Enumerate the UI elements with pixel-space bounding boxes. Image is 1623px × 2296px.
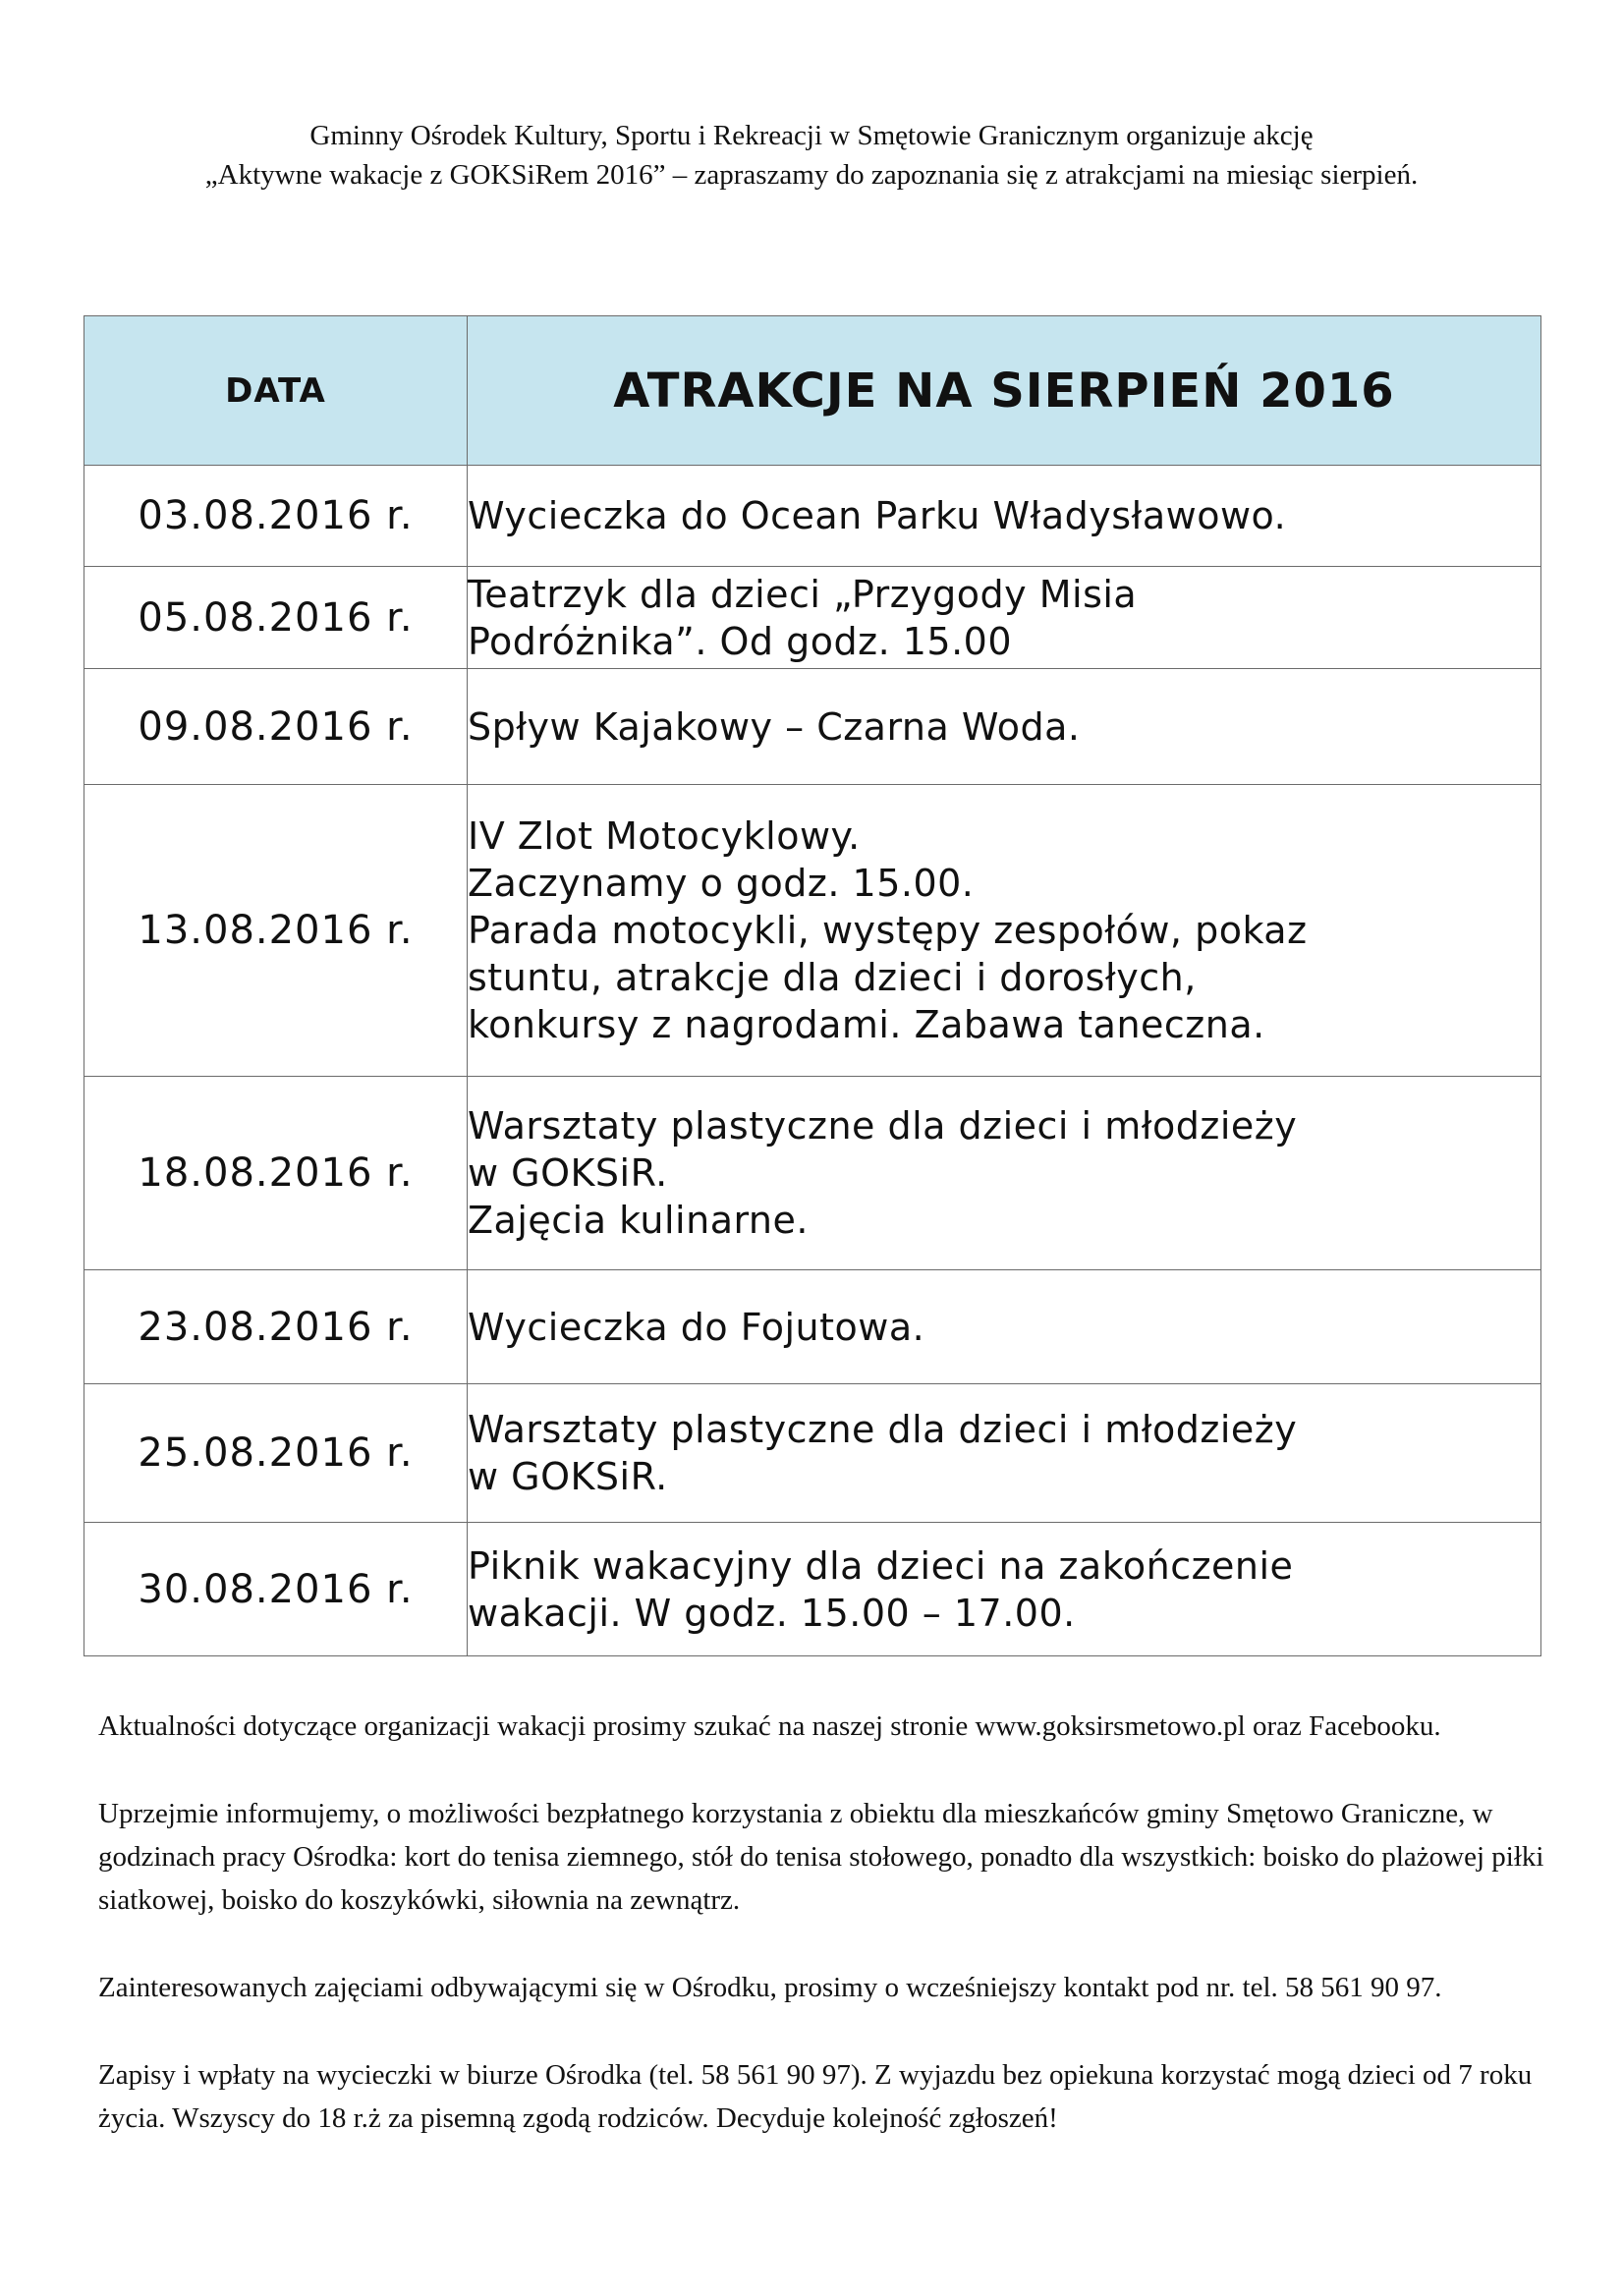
- event-cell: [468, 1523, 1541, 1656]
- intro-line-2: „Aktywne wakacje z GOKSiRem 2016” – zapraszamy do zapoznania się z atrakcjami na miesiąc sierpień.: [204, 159, 1419, 191]
- event-line: Spływ Kajakowy – Czarna Woda.: [468, 704, 1081, 749]
- event-cell: [468, 1077, 1541, 1270]
- event-line: IV Zlot Motocyklowy.: [468, 814, 861, 858]
- date-cell: 18.08.2016 r.: [84, 1077, 468, 1270]
- event-cell: [468, 1270, 1541, 1384]
- table-row: [84, 466, 1541, 567]
- event-line: Piknik wakacyjny dla dzieci na zakończenie: [468, 1543, 1294, 1588]
- event-cell: [468, 466, 1541, 567]
- event-line: Warsztaty plastyczne dla dzieci i młodzieży: [468, 1104, 1298, 1148]
- table-row: [84, 1523, 1541, 1656]
- schedule-table: [84, 315, 1541, 1656]
- event-line: Podróżnika”. Od godz. 15.00: [468, 619, 1013, 663]
- table-row: [84, 1077, 1541, 1270]
- table-row: [84, 567, 1541, 669]
- event-line: Zaczynamy o godz. 15.00.: [468, 862, 975, 905]
- header-date: DATA: [84, 316, 468, 466]
- date-cell: 05.08.2016 r.: [84, 567, 468, 669]
- event-line: Warsztaty plastyczne dla dzieci i młodzieży: [468, 1408, 1298, 1451]
- event-cell: [468, 669, 1541, 785]
- date-cell: 25.08.2016 r.: [84, 1384, 468, 1523]
- event-line: Zajęcia kulinarne.: [468, 1199, 809, 1242]
- event-cell: [468, 567, 1541, 669]
- header-events: ATRAKCJE NA SIERPIEŃ 2016: [468, 316, 1541, 466]
- footer-paragraph-contact: Zainteresowanych zajęciami odbywającymi się w Ośrodku, prosimy o wcześniejszy kontakt pod nr. tel. 58 561 90 97.: [98, 1972, 1442, 2003]
- event-cell: [468, 1384, 1541, 1523]
- footer-info: [98, 1705, 1552, 2184]
- date-cell: 23.08.2016 r.: [84, 1270, 468, 1384]
- event-cell: [468, 785, 1541, 1077]
- table-row: [84, 669, 1541, 785]
- event-line: Wycieczka do Fojutowa.: [468, 1305, 925, 1349]
- event-line: w GOKSiR.: [468, 1151, 668, 1195]
- event-line: Wycieczka do Ocean Parku Władysławowo.: [468, 494, 1287, 537]
- event-line: konkursy z nagrodami. Zabawa taneczna.: [468, 1003, 1265, 1046]
- date-cell: 13.08.2016 r.: [84, 785, 468, 1077]
- table-row: [84, 1270, 1541, 1384]
- date-cell: 30.08.2016 r.: [84, 1523, 468, 1656]
- event-line: stuntu, atrakcje dla dzieci i dorosłych,: [468, 956, 1197, 999]
- table-row: [84, 1384, 1541, 1523]
- date-cell: 09.08.2016 r.: [84, 669, 468, 785]
- intro-line-1: Gminny Ośrodek Kultury, Sportu i Rekreacji w Smętowie Granicznym organizuje akcję: [309, 120, 1314, 151]
- event-line: Teatrzyk dla dzieci „Przygody Misia: [468, 572, 1138, 616]
- footer-paragraph-registration: Zapisy i wpłaty na wycieczki w biurze Ośrodka (tel. 58 561 90 97). Z wyjazdu bez opiekuna korzystać mogą dzieci od 7 roku życia. Wszyscy do 18 r.ż za pisemną zgodą rodziców. Decyduje kolejność zgłoszeń!: [98, 2059, 1533, 2134]
- footer-paragraph-facilities: Uprzejmie informujemy, o możliwości bezpłatnego korzystania z obiektu dla mieszkańców gminy Smętowo Graniczne, w godzinach pracy Ośrodka: kort do tenisa ziemnego, stół do tenisa stołowego, ponadto dla wszystkich: boisko do plażowej piłki siatkowej, boisko do koszykówki, siłownia na zewnątrz.: [98, 1798, 1544, 1916]
- event-line: w GOKSiR.: [468, 1455, 668, 1498]
- event-line: wakacji. W godz. 15.00 – 17.00.: [468, 1591, 1076, 1635]
- table-header-row: [84, 316, 1541, 466]
- table-row: [84, 785, 1541, 1077]
- date-cell: 03.08.2016 r.: [84, 466, 468, 567]
- footer-paragraph-news: Aktualności dotyczące organizacji wakacji prosimy szukać na naszej stronie www.goksirsmetowo.pl oraz Facebooku.: [98, 1710, 1441, 1742]
- intro: [0, 116, 1623, 195]
- event-line: Parada motocykli, występy zespołów, pokaz: [468, 909, 1308, 952]
